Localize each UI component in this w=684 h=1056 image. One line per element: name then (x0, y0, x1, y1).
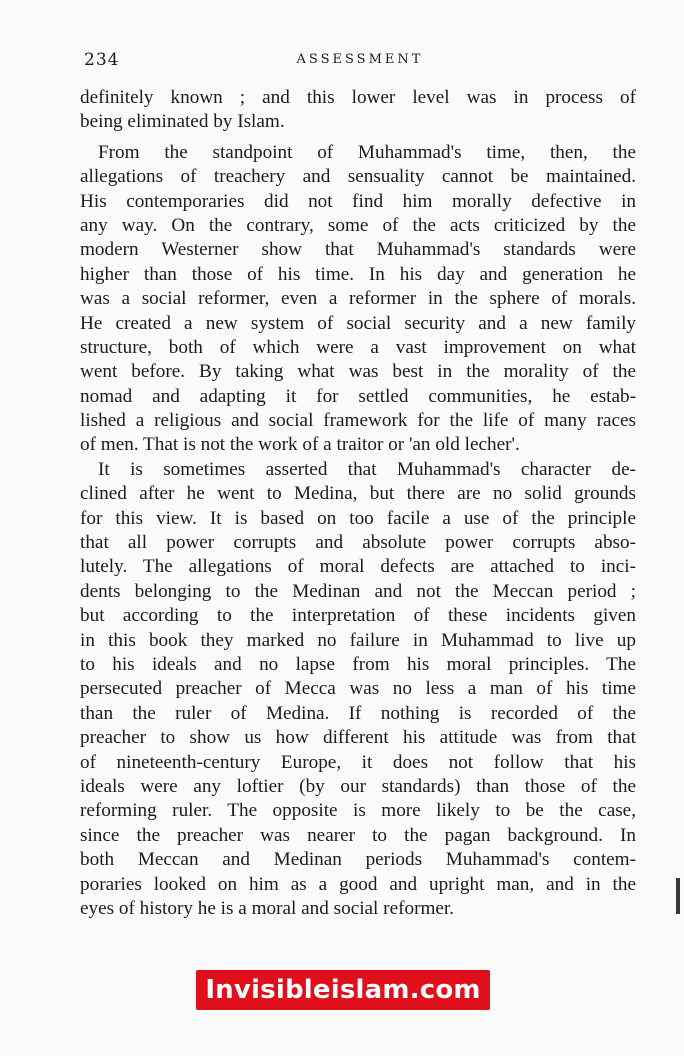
text-line: both Meccan and Medinan periods Muhammad's contem- (80, 849, 636, 871)
text-line: to his ideals and no lapse from his moral principles. The (80, 653, 636, 675)
page-header (84, 50, 636, 76)
watermark-banner (196, 970, 490, 1010)
text-line: structure, both of which were a vast improvement on what (80, 336, 636, 358)
scan-edge-mark (676, 878, 680, 914)
text-line: From the standpoint of Muhammad's time, then, the (98, 141, 636, 163)
text-line: than the ruler of Medina. If nothing is recorded of the (80, 702, 636, 724)
body-text (80, 86, 636, 921)
text-line: for this view. It is based on too facile a use of the principle (80, 507, 636, 529)
text-line: preacher to show us how different his attitude was from that (80, 727, 636, 749)
text-line: It is sometimes asserted that Muhammad's character de- (98, 458, 636, 480)
text-line: but according to the interpretation of these incidents given (80, 605, 636, 627)
running-head: ASSESSMENT (296, 52, 424, 67)
text-line: definitely known ; and this lower level was in process of (80, 87, 636, 108)
text-line: ideals were any loftier (by our standards) than those of the (80, 775, 636, 797)
text-line: poraries looked on him as a good and upright man, and in the (80, 873, 636, 895)
text-line: modern Westerner show that Muhammad's standards were (80, 239, 636, 261)
text-line: lutely. The allegations of moral defects are attached to inci- (80, 556, 636, 578)
text-line: dents belonging to the Medinan and not the Meccan period ; (80, 580, 636, 602)
text-line: being eliminated by Islam. (80, 111, 285, 133)
text-line: reforming ruler. The opposite is more likely to be the case, (80, 800, 636, 822)
text-line: clined after he went to Medina, but there are no solid grounds (80, 483, 636, 505)
text-line: in this book they marked no failure in Muhammad to live up (80, 629, 636, 651)
watermark-text: Invisibleislam.com (205, 975, 481, 1005)
page-number: 234 (84, 50, 120, 70)
text-line: of nineteenth-century Europe, it does not follow that his (80, 751, 636, 773)
text-line: nomad and adapting it for settled communities, he estab- (80, 385, 636, 407)
text-line: was a social reformer, even a reformer in the sphere of morals. (80, 288, 636, 310)
text-line: allegations of treachery and sensuality cannot be maintained. (80, 166, 636, 188)
paragraph-2 (80, 141, 636, 458)
text-line: any way. On the contrary, some of the acts criticized by the (80, 214, 636, 236)
paragraph-3 (80, 458, 636, 921)
text-line: of men. That is not the work of a traitor or 'an old lecher'. (80, 434, 520, 456)
text-line: persecuted preacher of Mecca was no less a man of his time (80, 678, 636, 700)
text-line: His contemporaries did not find him morally defective in (80, 190, 636, 212)
text-line: since the preacher was nearer to the pagan background. In (80, 824, 636, 846)
text-line: eyes of history he is a moral and social reformer. (80, 897, 455, 919)
text-line: that all power corrupts and absolute power corrupts abso- (80, 532, 636, 554)
paragraph-1 (80, 86, 636, 135)
text-line: lished a religious and social framework for the life of many races (80, 410, 636, 432)
text-line: higher than those of his time. In his day and generation he (80, 263, 636, 285)
text-line: He created a new system of social security and a new family (80, 312, 636, 334)
text-line: went before. By taking what was best in the morality of the (80, 361, 636, 383)
